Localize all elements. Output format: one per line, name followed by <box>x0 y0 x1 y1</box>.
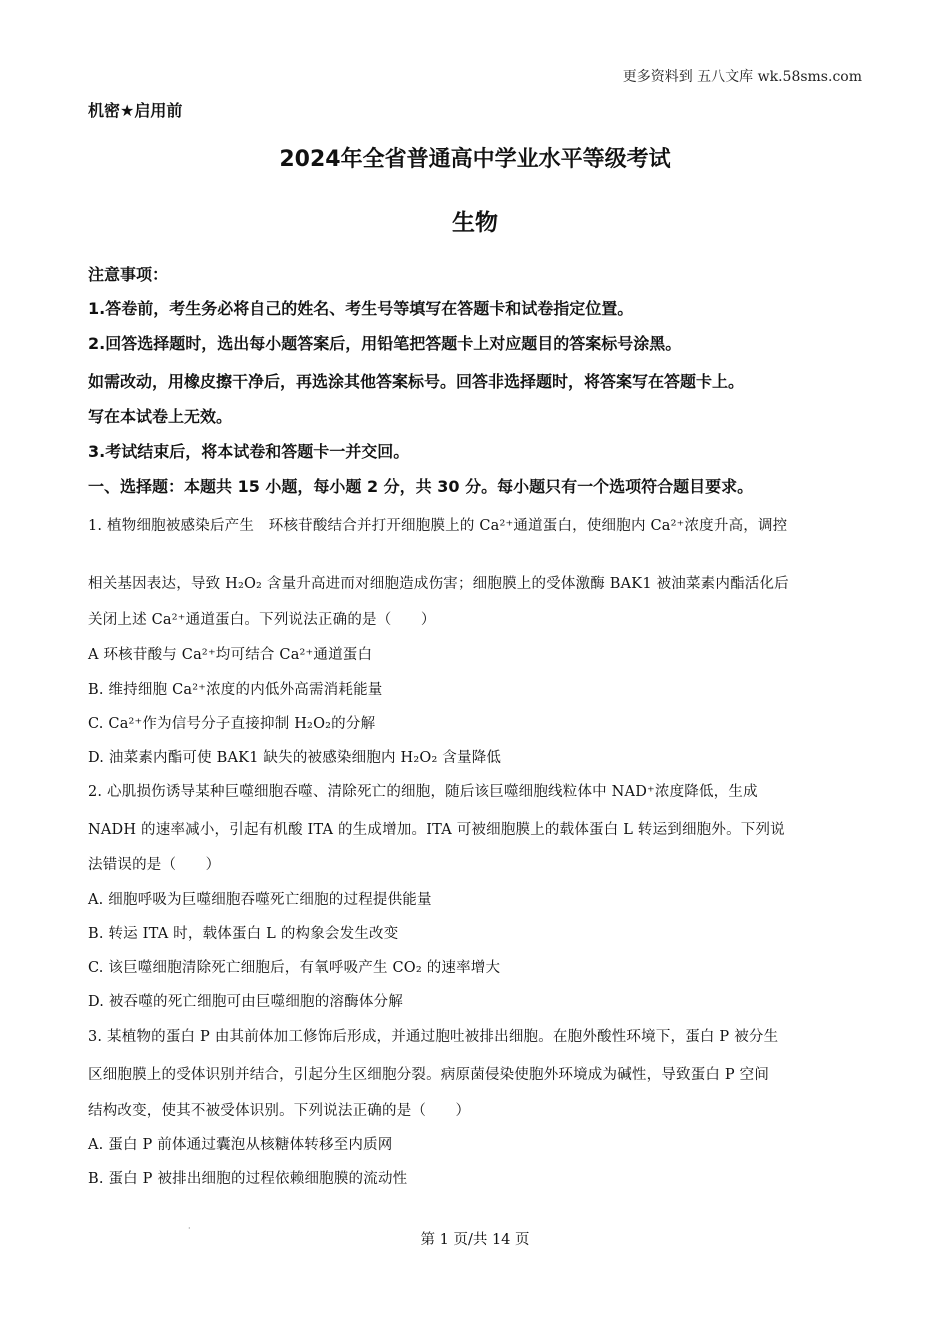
question-1-option-d: D. 油菜素内酯可使 BAK1 缺失的被感染细胞内 H₂O₂ 含量降低 <box>88 750 502 766</box>
question-1-stem-line: 1. 植物细胞被感染后产生 环核苷酸结合并打开细胞膜上的 Ca²⁺通道蛋白，使细胞内 Ca²⁺浓度升高，调控 <box>88 518 788 534</box>
section-heading: 一、选择题：本题共 15 小题，每小题 2 分，共 30 分。每小题只有一个选项符合题目要求。 <box>88 477 754 496</box>
source-note: 更多资料到 五八文库 wk.58sms.com <box>622 69 862 85</box>
question-1-stem-line: 相关基因表达，导致 H₂O₂ 含量升高进而对细胞造成伤害；细胞膜上的受体激酶 BAK1 被油菜素内酯活化后 <box>88 576 789 592</box>
question-2-option-d: D. 被吞噬的死亡细胞可由巨噬细胞的溶酶体分解 <box>88 994 403 1010</box>
question-1-option-c: C. Ca²⁺作为信号分子直接抑制 H₂O₂的分解 <box>88 716 376 732</box>
stray-mark: · <box>188 1224 191 1233</box>
question-2-option-b: B. 转运 ITA 时，载体蛋白 L 的构象会发生改变 <box>88 926 399 942</box>
notice-item: 写在本试卷上无效。 <box>88 407 233 426</box>
question-3-stem-line: 3. 某植物的蛋白 P 由其前体加工修饰后形成，并通过胞吐被排出细胞。在胞外酸性环境下，蛋白 P 被分生 <box>88 1029 779 1045</box>
question-2-stem-line: 2. 心肌损伤诱导某种巨噬细胞吞噬、清除死亡的细胞，随后该巨噬细胞线粒体中 NAD⁺浓度降低，生成 <box>88 784 758 800</box>
confidential-label: 机密★启用前 <box>88 101 183 120</box>
notice-item: 1.答卷前，考生务必将自己的姓名、考生号等填写在答题卡和试卷指定位置。 <box>88 299 634 318</box>
question-1-option-b: B. 维持细胞 Ca²⁺浓度的内低外高需消耗能量 <box>88 682 383 698</box>
question-1-stem-line: 关闭上述 Ca²⁺通道蛋白。下列说法正确的是（ ） <box>88 612 436 628</box>
question-2-option-c: C. 该巨噬细胞清除死亡细胞后，有氧呼吸产生 CO₂ 的速率增大 <box>88 960 501 976</box>
question-2-option-a: A. 细胞呼吸为巨噬细胞吞噬死亡细胞的过程提供能量 <box>88 892 432 908</box>
question-2-stem-line: 法错误的是（ ） <box>88 857 221 873</box>
notice-item: 3.考试结束后，将本试卷和答题卡一并交回。 <box>88 442 410 461</box>
question-3-option-b: B. 蛋白 P 被排出细胞的过程依赖细胞膜的流动性 <box>88 1171 408 1187</box>
question-3-stem-line: 结构改变，使其不被受体识别。下列说法正确的是（ ） <box>88 1103 471 1119</box>
question-2-stem-line: NADH 的速率减小，引起有机酸 ITA 的生成增加。ITA 可被细胞膜上的载体蛋白 L 转运到细胞外。下列说 <box>88 822 785 838</box>
question-1-option-a: A 环核苷酸与 Ca²⁺均可结合 Ca²⁺通道蛋白 <box>88 647 373 663</box>
question-3-option-a: A. 蛋白 P 前体通过囊泡从核糖体转移至内质网 <box>88 1137 393 1153</box>
notice-item: 如需改动，用橡皮擦干净后，再选涂其他答案标号。回答非选择题时，将答案写在答题卡上。 <box>88 372 745 391</box>
notice-heading: 注意事项： <box>88 265 169 284</box>
exam-title: 2024年全省普通高中学业水平等级考试 <box>279 147 671 172</box>
question-3-stem-line: 区细胞膜上的受体识别并结合，引起分生区细胞分裂。病原菌侵染使胞外环境成为碱性，导致蛋白 P 空间 <box>88 1067 770 1083</box>
subject-title: 生物 <box>452 210 498 236</box>
page-number: 第 1 页/共 14 页 <box>420 1232 530 1248</box>
notice-item: 2.回答选择题时，选出每小题答案后，用铅笔把答题卡上对应题目的答案标号涂黑。 <box>88 334 682 353</box>
